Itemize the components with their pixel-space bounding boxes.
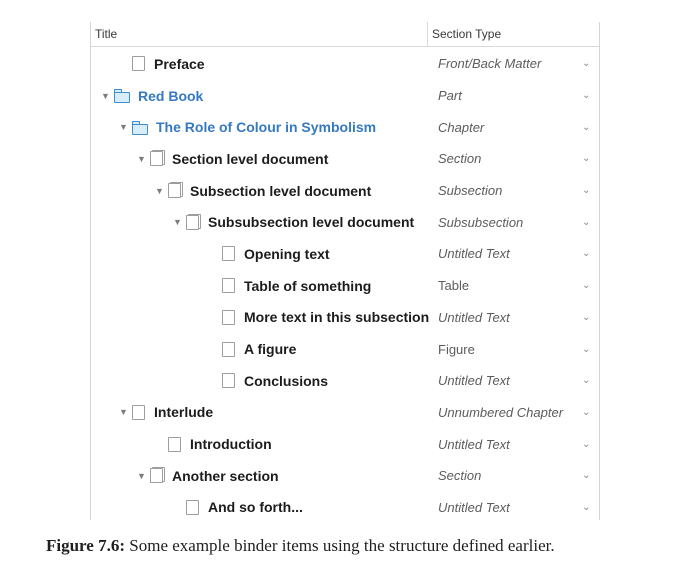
- title-column-header[interactable]: Title: [95, 27, 118, 41]
- binder-row[interactable]: [91, 48, 599, 80]
- binder-item-title[interactable]: Preface: [154, 55, 205, 72]
- binder-row[interactable]: [91, 175, 599, 207]
- chevron-down-icon[interactable]: ⌄: [582, 121, 591, 133]
- binder-item-title[interactable]: Subsection level document: [190, 182, 372, 199]
- disclosure-triangle-icon[interactable]: ▼: [119, 407, 128, 418]
- section-type-value[interactable]: Figure: [438, 341, 475, 357]
- chevron-down-icon[interactable]: ⌄: [582, 58, 591, 70]
- binder-row[interactable]: [91, 428, 599, 460]
- disclosure-triangle-icon[interactable]: ▼: [101, 90, 110, 101]
- binder-item-title[interactable]: Interlude: [154, 404, 214, 421]
- binder-row-title-cell: [117, 111, 376, 143]
- binder-row-title-cell: [153, 428, 272, 460]
- document-stack-icon: [186, 215, 199, 230]
- disclosure-triangle-icon[interactable]: ▼: [173, 217, 182, 228]
- section-type-value[interactable]: Subsection: [438, 183, 503, 199]
- section-type-value[interactable]: Front/Back Matter: [438, 56, 542, 72]
- chevron-down-icon[interactable]: ⌄: [582, 501, 591, 513]
- binder-row-title-cell: [207, 238, 330, 270]
- binder-row[interactable]: [91, 80, 599, 112]
- document-icon: [132, 56, 145, 71]
- disclosure-triangle-icon[interactable]: ▼: [119, 122, 128, 133]
- section-type-value[interactable]: Table: [438, 278, 470, 294]
- binder-row[interactable]: [91, 143, 599, 175]
- column-divider[interactable]: [427, 22, 428, 46]
- binder-row-title-cell: [207, 365, 328, 397]
- binder-row[interactable]: [91, 238, 599, 270]
- chevron-down-icon[interactable]: ⌄: [582, 248, 591, 260]
- outline-header: [91, 22, 599, 47]
- binder-row-title-cell: [117, 397, 213, 429]
- section-type-value[interactable]: Chapter: [438, 119, 485, 135]
- binder-row[interactable]: [91, 333, 599, 365]
- document-stack-icon: [150, 151, 163, 166]
- binder-row-title-cell: [135, 460, 279, 492]
- section-type-value[interactable]: Section: [438, 151, 482, 167]
- binder-row[interactable]: [91, 460, 599, 492]
- disclosure-triangle-icon[interactable]: ▼: [137, 153, 146, 164]
- document-icon: [222, 246, 235, 261]
- figure-label: Figure 7.6:: [46, 536, 126, 555]
- chevron-down-icon[interactable]: ⌄: [582, 311, 591, 323]
- binder-row[interactable]: [91, 206, 599, 238]
- chevron-down-icon[interactable]: ⌄: [582, 185, 591, 197]
- binder-row[interactable]: [91, 111, 599, 143]
- binder-row-title-cell: [207, 333, 296, 365]
- binder-item-title[interactable]: And so forth...: [208, 499, 303, 516]
- binder-row[interactable]: [91, 365, 599, 397]
- binder-row-title-cell: [153, 175, 371, 207]
- section-type-value[interactable]: Part: [438, 88, 462, 104]
- chevron-down-icon[interactable]: ⌄: [582, 438, 591, 450]
- chevron-down-icon[interactable]: ⌄: [582, 343, 591, 355]
- document-icon: [222, 342, 235, 357]
- binder-outline: [90, 22, 600, 520]
- disclosure-triangle-icon[interactable]: ▼: [137, 470, 146, 481]
- document-icon: [222, 373, 235, 388]
- section-type-value[interactable]: Untitled Text: [438, 309, 510, 325]
- chevron-down-icon[interactable]: ⌄: [582, 375, 591, 387]
- chevron-down-icon[interactable]: ⌄: [582, 216, 591, 228]
- chevron-down-icon[interactable]: ⌄: [582, 406, 591, 418]
- binder-row-title-cell: [117, 48, 205, 80]
- binder-row-title-cell: [207, 302, 429, 334]
- binder-row[interactable]: [91, 302, 599, 334]
- section-type-value[interactable]: Untitled Text: [438, 246, 510, 262]
- document-icon: [168, 437, 181, 452]
- chevron-down-icon[interactable]: ⌄: [582, 280, 591, 292]
- section-type-value[interactable]: Unnumbered Chapter: [438, 404, 564, 420]
- section-type-value[interactable]: Untitled Text: [438, 436, 510, 452]
- binder-item-title[interactable]: Another section: [172, 467, 279, 484]
- binder-item-title[interactable]: Section level document: [172, 150, 329, 167]
- section-type-value[interactable]: Untitled Text: [438, 499, 510, 515]
- binder-row-title-cell: [171, 206, 414, 238]
- binder-row-title-cell: [171, 492, 303, 520]
- document-icon: [186, 500, 199, 515]
- binder-item-title[interactable]: The Role of Colour in Symbolism: [156, 119, 377, 136]
- caption-text: Some example binder items using the structure defined earlier.: [125, 536, 555, 555]
- binder-item-title[interactable]: Subsubsection level document: [208, 214, 415, 231]
- chevron-down-icon[interactable]: ⌄: [582, 153, 591, 165]
- chevron-down-icon[interactable]: ⌄: [582, 470, 591, 482]
- document-icon: [222, 278, 235, 293]
- binder-item-title[interactable]: Red Book: [138, 87, 204, 104]
- binder-item-title[interactable]: Introduction: [190, 436, 272, 453]
- section-type-value[interactable]: Subsubsection: [438, 214, 524, 230]
- folder-icon: [132, 121, 148, 134]
- binder-item-title[interactable]: Table of something: [244, 277, 372, 294]
- binder-row[interactable]: [91, 397, 599, 429]
- section-type-value[interactable]: Untitled Text: [438, 373, 510, 389]
- document-stack-icon: [168, 183, 181, 198]
- binder-rows: [91, 48, 599, 520]
- binder-item-title[interactable]: Opening text: [244, 245, 330, 262]
- document-icon: [132, 405, 145, 420]
- figure-caption: [46, 536, 555, 556]
- binder-row-title-cell: [207, 270, 371, 302]
- binder-item-title[interactable]: A figure: [244, 341, 297, 358]
- chevron-down-icon[interactable]: ⌄: [582, 90, 591, 102]
- disclosure-triangle-icon[interactable]: ▼: [155, 185, 164, 196]
- binder-row[interactable]: [91, 270, 599, 302]
- document-icon: [222, 310, 235, 325]
- binder-row-title-cell: [135, 143, 328, 175]
- folder-icon: [114, 89, 130, 102]
- binder-row-title-cell: [99, 80, 203, 112]
- binder-item-title[interactable]: More text in this subsection: [244, 309, 430, 326]
- section-type-value[interactable]: Section: [438, 468, 482, 484]
- section-type-column-header[interactable]: Section Type: [432, 27, 502, 41]
- binder-row[interactable]: [91, 492, 599, 520]
- binder-item-title[interactable]: Conclusions: [244, 372, 329, 389]
- document-stack-icon: [150, 468, 163, 483]
